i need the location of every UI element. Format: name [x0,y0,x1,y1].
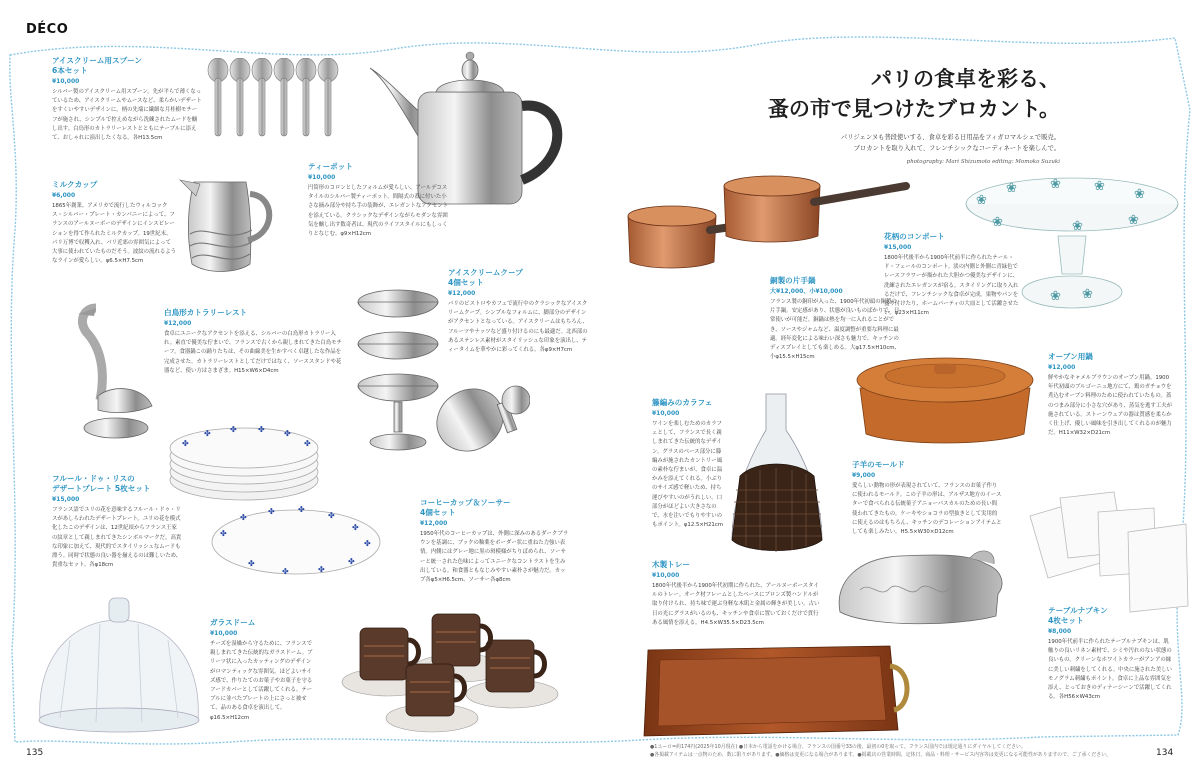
svg-text:✤: ✤ [284,429,291,438]
glass-dome-photo [30,590,208,736]
item-title: 子羊のモールド [852,460,905,469]
milk-cup-photo [176,174,278,276]
lamb-mold-photo [830,540,1010,634]
svg-text:❀: ❀ [976,193,987,208]
item-price: ¥12,000 [164,320,192,327]
photo-credit: photography: Mari Shizumoto editing: Momoko Suzuki [906,159,1060,165]
item-description: 1950年代のコーヒーカップは、外側に深みのあるダークブラウンを基調に、ブックの釉薬をボーダー状に重ねた力強い表情。内側にはグレー地に黒の斑模様がちりばめられ、ソーサーと統一された色味によってユニークなコントラストを生み出している。和食器ともなじみやすい素朴さが魅力だ。カップ各φ5×H6.5cm、ソーサー各φ8cm [420,531,569,584]
item-description: ワインを楽しむためのカラフェとして、フランスで長く親しまれてきた伝統的なデザイン。グラスのベース部分に籐編みが施されたカントリー風の素朴な佇まいが、食卓に温かみを添えてくれる。小ぶりのサイズ感で軽いため、持ち運びやすいのがうれしい。口部分がほどよい大きさなので、水を注いでもりやすいのもポイント。φ12.5×H21cm [652,421,724,529]
item-title: フルール・ドゥ・リスの デザートプレート 5枚セット [52,474,151,493]
item-milk-cup [52,180,176,266]
footnote [650,744,1150,759]
item-swan-rest [164,308,344,376]
svg-text:✤: ✤ [364,539,371,548]
svg-text:❀: ❀ [1006,181,1017,196]
item-price: ¥10,000 [652,572,680,579]
item-price: ¥10,000 [308,174,336,181]
item-description: 1865年創業、アメリカで流行したウィルコックス・シルバー・プレート・カンパニーによって、フランスのアールヌーボーのデザインにインスピレーションを得て作られたミルクカップ。19世紀末、パリ万博で収穫入れ、パリ近郊の雰囲気によって大事に使われていたものだそう。波紋の流れるようなラインが愛らしい。φ6.5×H7.5cm [52,203,176,265]
item-fleur-plates [52,474,182,570]
svg-text:✤: ✤ [204,429,211,438]
lead-text: パリジェンヌも普段使いする、食卓を彩る日用品をフィガロマルシェで販売。 ブロカントを取り入れて、フレンチシックなコーディネートを楽しんで。 [840,134,1060,152]
item-price: 大¥12,000、小¥10,000 [770,288,843,295]
section-label: DÉCO [26,22,69,37]
item-price: ¥12,000 [448,290,476,297]
item-price: ¥8,000 [1048,628,1072,635]
page-number-left: 135 [26,748,44,758]
svg-text:✤: ✤ [230,425,237,434]
item-title: 銅製の片手鍋 [770,276,816,285]
item-lamb-mold [852,460,1002,537]
item-description: 食卓にユニークなアクセントを添える、シルバーの白鳥形カトラリー入れ。素直で優美な佇まいで、フランスで古くから親しまれてきた白鳥モチーフ。食器鍋この踊りたちは、その曲線美を生かすべく卓越したな作品を完成させた。カトラリーレストとしてだけではなく、ソーススタンドや花器など、使い方はさまざま。H15×W6×D4cm [164,331,342,374]
item-description: 鮮やかなキャメルブラウンのオーブン用鍋。1900年代初頭のブルゴーニュ地方にて、鶏のガチョウを煮込むオーブン料理のために使われていたもの。蓋のつまみ部分に小さな穴があり、蒸気を逃す工夫が施されている。ストーンウェアの器は質感を柔らかく仕上げ、優しい風味を引き出してくれるのが魅力だ。H11×W32×D21cm [1048,375,1172,437]
svg-text:❀: ❀ [1050,289,1061,304]
item-coffee-cups [420,498,570,585]
item-copper-pans [770,276,902,362]
item-wood-tray [652,560,822,628]
page-number-right: 134 [1156,748,1174,758]
item-napkins [1048,606,1174,702]
headline: パリの食卓を彩る、 蚤の市で見つけたブロカント。 [767,66,1060,121]
svg-text:❀: ❀ [1134,187,1145,202]
svg-text:❀: ❀ [1082,287,1093,302]
item-description: パリのビストロやカフェで流行中のクラシックなアイスクリームクープ。シンプルなフォルムに、脚部分のデザインがアクセントとなっている。アイスクリームはもちろん、フルーツやナッツなど盛り付けるのにも最適だ。北西部のあるステンレス素材がスタイリッシュな印象を演出し、ティータイムを華やかに彩ってくれる。各φ9×H7cm [448,301,588,354]
item-description: 1800年代後半から1900年代前半に作られたテール・ド・フェールのコンポート。淡の内側と外側に青緑色でレースフラワーが描かれた大胆かつ優美なデザインに、洗練されたエレガンスが宿る。スタイリングに取り入れるだけで、フレンチシックな食卓が完成。果物やパンを盛り付けたり、ホームパーティの大皿として活躍させたい。φ23×H11cm [884,255,1019,317]
svg-text:✤: ✤ [352,523,359,532]
item-title: アイスクリーム用スプーン 6本セット [52,56,142,75]
item-description: チーズを湿燥から守るために、フランスで親しまれてきた伝統的なガラスドーム。ブリーツ状に入ったカッティングのデザインがロマンティックな雰囲気。ほどよいサイズ感で、作りたてのお菓子やお菓子を守るフードカバーとして活躍してくれる。テーブルに並べたプレートの上にさっと被せて、品のある食卓を演出して。φ16.5×H12cm [210,641,313,721]
item-teapot [308,162,448,239]
item-description: フランス製の銅印が入った、1900年代初頭の銅製の片手鍋。安定感があり、状態が良いものばかりで、日常使いが可能だ。銅鍋は熱を均一に入れることができ、ソースやジャムなど、温度調整が重要な料理に最適。経年変化による味わい深さも魅力で、キッチンのディスプレイとしても楽しめる。大φ17.5×H10cm、小φ15.5×H15cm [770,299,900,361]
item-carafe [652,398,726,530]
svg-text:❀: ❀ [1094,179,1105,194]
item-description: 愛らしい動物の形が表現されていて、フランスのお菓子作りに使われるモールド。この子羊の形は、アルザス地方のイースターで食べられる伝統菓子アニョーパスカルのための長い間使われてきたもの。ケーキやショコラの型抜きとして実用的に使えるのはもちろん、キッチンのデコレーションアイテムとしても楽しみたい。H5.5×W30×D12cm [852,483,1002,536]
item-ice-spoons [52,56,202,143]
item-description: 1800年代後半から1900年代初期に作られた、アールヌーボースタイルのトレー。オーク材フレームとしたベースにブロンズ製ハンドルが取り付けられ、持ち味で運ぶ身軽な木肌と金属の輝きが美しい。古い日の光にグラスがいるのも、キッチンや食卓に置いておくだけで貫行ある風情を添える。H4.5×W35.5×D23.5cm [652,583,820,626]
svg-text:✤: ✤ [268,507,275,516]
headline-block [740,64,1060,165]
item-description: 円筒形のコロンとしたフォルムが愛らしい、アールデコスタイルのシルバー製ティーポット。間隔式の蓋に付いた小さな摘み部分や持ち手の装飾が、エレガントなアクセントを添えている。クラシックなデザインながらモダンな雰囲気を醸し出す数奇者は、現代のライフスタイルにもしっくりとなじむ。φ9×H12cm [308,185,448,238]
ice-spoons-photo [206,58,344,140]
item-title: オーブン用鍋 [1048,352,1093,361]
svg-text:✤: ✤ [318,565,325,574]
item-oven-pot [1048,352,1172,438]
item-price: ¥6,000 [52,192,76,199]
fleur-de-lis-plates-photo [168,424,384,584]
item-title: 木製トレー [652,560,690,569]
svg-text:❀: ❀ [992,215,1003,230]
svg-text:❀: ❀ [1128,213,1139,228]
item-glass-dome [210,618,316,723]
svg-text:✤: ✤ [220,529,227,538]
item-compote [884,232,1022,318]
item-title: コーヒーカップ＆ソーサー 4個セット [420,498,511,517]
swan-cutlery-rest-photo [72,300,162,442]
item-title: 白鳥形カトラリーレスト [164,308,248,317]
item-title: 花柄のコンポート [884,232,945,241]
item-price: ¥10,000 [210,630,238,637]
coffee-cups-photo [336,606,562,740]
svg-text:✤: ✤ [298,505,305,514]
item-title: テーブルナプキン 4枚セット [1048,606,1108,625]
item-title: ティーポット [308,162,353,171]
footnote-line-1: ●1ユーロ=約174円(2025年10月現在) ●日本から電話をかける場合、フランスの国番号33の後、最初の0を取って。フランス国内では規定通りにダイヤルしてください。 [650,744,1026,750]
wicker-carafe-photo [726,390,828,556]
wooden-tray-photo [640,636,916,742]
item-price: ¥10,000 [52,78,80,85]
svg-text:✤: ✤ [258,425,265,434]
item-description: シルバー製のアイスクリーム用スプーン。先が平らで薄くなっているため、アイスクリームやムースなど、柔らかいデザートをすくいやすいデザインに。柄の先端に繊細な月桂樹モチーフが施され、シンプルで控えめながら洗練されたムードを醸し出す。白鳥形のカトラリーレストとともにテーブルに添えて、おしゃれに演出したくなる。各H13.5cm [52,89,202,142]
item-price: ¥12,000 [420,520,448,527]
item-title: ガラスドーム [210,618,256,627]
svg-text:✤: ✤ [248,559,255,568]
svg-text:✤: ✤ [282,567,289,576]
item-ice-coupes [448,268,588,355]
copper-pans-photo [624,172,910,272]
svg-text:✤: ✤ [328,511,335,520]
table-napkins-photo [1020,488,1190,616]
item-price: ¥10,000 [652,410,680,417]
item-price: ¥9,000 [852,472,876,479]
footnote-line-2: ●各掲載アイテムは一点物のため、数に限りがあります。●価格は変更になる場合があります。●掲載店の営業時間、定休日、商品・料理・サービス内容等は変更になる可能性がありますので、ご了承ください。 [650,751,1111,758]
item-title: 籐編みのカラフェ [652,398,713,407]
svg-text:❀: ❀ [1050,177,1061,192]
svg-text:✤: ✤ [348,557,355,566]
item-title: アイスクリームクープ 4個セット [448,268,523,287]
item-price: ¥12,000 [1048,364,1076,371]
item-price: ¥15,000 [52,496,80,503]
item-description: フランス語でユリの花を意味するフルール・ドゥ・リスがあしらわれたデザートプレート。ユリの花を模式化したこのデザインは、12世紀頃からフランス王家の紋章として親しまれてきたシンボルマークだ。高貴な印象に加えて、現代的でスタイリッシュなムードも漂う。同時で状態の良い器を揃えるのは難しいため、貴重なセット。各φ18cm [52,507,182,569]
item-title: ミルクカップ [52,180,98,189]
oven-pot-photo [852,350,1038,446]
svg-text:❀: ❀ [1072,219,1083,234]
item-description: 1900年代前半に作られたテーブルナプキンは、肌触りの良いリネン素材で、シミや汚れのない状態の良いもの。クリーンなホワイトカラーがアンアの縁に美しい刺繍をしてくれる。中央に施された美しいモノグラム刺繍もポイント。食卓に上品な雰囲気を添え、とっておきのディナーシーンで活躍してくれる。各H56×W43cm [1048,639,1172,701]
item-price: ¥15,000 [884,244,912,251]
svg-text:✤: ✤ [182,439,189,448]
svg-text:✤: ✤ [304,439,311,448]
svg-text:✤: ✤ [240,513,247,522]
